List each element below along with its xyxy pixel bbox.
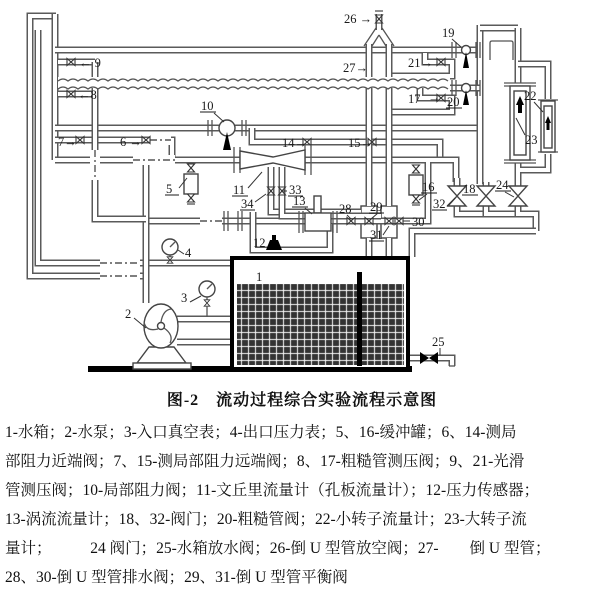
label-19: 19 <box>442 26 455 40</box>
label-16: 16 <box>422 180 435 194</box>
funnel-valve-18 <box>477 186 495 206</box>
label-23: 23 <box>525 133 538 147</box>
label-3: 3 <box>181 291 188 305</box>
legend-line: 量计； 24 阀门；25-水箱放水阀；26-倒 U 型管放空阀；27- 倒 U 型管； <box>5 540 551 557</box>
legend-line: 管测压阀；10-局部阻力阀；11-文丘里流量计（孔板流量计）；12-压力传感器； <box>5 482 540 499</box>
label-1: 1 <box>256 270 263 284</box>
label-10: 10 <box>201 99 214 113</box>
label-13: 13 <box>293 194 306 208</box>
label-11: 11 <box>233 183 246 197</box>
local-resistance-pipe <box>55 128 480 158</box>
label-27: 27→ <box>343 61 368 75</box>
label-12: 12 <box>253 236 266 250</box>
header-inner-line <box>490 41 513 60</box>
figure-caption: 图-2 流动过程综合实验流程示意图 <box>166 392 438 409</box>
smooth-pipe-valve-19 <box>452 42 480 68</box>
tank-drain-pipe <box>408 358 452 366</box>
small-rotameter-22 <box>538 100 558 152</box>
label-32: 32 <box>433 197 446 211</box>
water-pump <box>133 304 191 369</box>
label-4: 4 <box>185 246 192 260</box>
legend-line: 13-涡流流量计；18、32-阀门；20-粗糙管阀；22-小转子流量计；23-大转子流 <box>5 511 527 528</box>
label-2: 2 <box>125 307 132 321</box>
label-31: 31 <box>370 228 383 242</box>
label-17: 17 <box>408 92 421 106</box>
label-6: 6 → <box>120 135 142 149</box>
label-28: 28 <box>339 202 352 216</box>
label-14: 14→ <box>282 136 307 150</box>
label-18: 18 <box>463 182 476 196</box>
label-25: 25 <box>432 335 445 349</box>
inlet-vacuum-gauge-3 <box>199 281 215 317</box>
label-5: 5 <box>166 182 173 196</box>
label-21: 21→ <box>408 56 433 70</box>
legend-line: 1-水箱；2-水泵；3-入口真空表；4-出口压力表；5、16-缓冲罐；6、14-测局 <box>5 424 517 441</box>
legend-line: 部阻力近端阀；7、15-测局部阻力远端阀；8、17-粗糙管测压阀；9、21-光滑 <box>5 453 525 470</box>
label-26: 26 → <box>344 12 373 26</box>
label-9: ← 9 <box>79 56 101 70</box>
label-20: 20 <box>447 95 460 109</box>
legend-block <box>0 418 604 592</box>
label-7: 7→ <box>58 135 77 149</box>
legend-line: 28、30-倒 U 型管排水阀；29、31-倒 U 型管平衡阀 <box>5 569 348 586</box>
label-17-arrow: → <box>428 91 441 105</box>
pump-suction-pipes <box>177 319 232 342</box>
buffer-tank-5 <box>184 164 198 204</box>
label-15: 15→ <box>348 136 373 150</box>
label-24: 24 <box>496 178 509 192</box>
inverted-u-tube <box>369 14 389 206</box>
label-22: 22 <box>524 89 537 103</box>
pressure-sensor <box>266 235 282 250</box>
label-29: 29 <box>370 200 383 214</box>
label-34: 34 <box>241 197 254 211</box>
label-33: 33 <box>289 183 302 197</box>
rough-pipe <box>58 77 480 89</box>
label-30: 30 <box>412 215 425 229</box>
label-8: ←8 <box>78 88 97 102</box>
